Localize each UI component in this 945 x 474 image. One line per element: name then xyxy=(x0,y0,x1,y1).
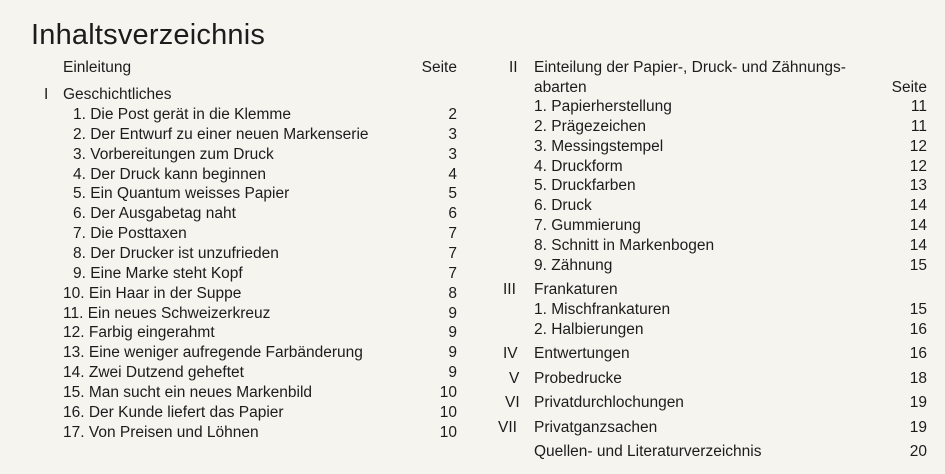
toc-entry-label: 9. Eine Marke steht Kopf xyxy=(73,264,243,282)
page-number: 12 xyxy=(909,157,927,175)
toc-entry-row[interactable] xyxy=(0,256,945,276)
toc-entry-label: 4. Der Druck kann beginnen xyxy=(73,165,267,183)
toc-entry-label: 2. Prägezeichen xyxy=(534,117,647,135)
toc-entry-label: 15. Man sucht ein neues Markenbild xyxy=(63,383,313,401)
toc-section-row[interactable] xyxy=(0,393,945,413)
toc-intro-label: Einleitung xyxy=(63,59,132,76)
toc-entry-label: 10. Ein Haar in der Suppe xyxy=(63,284,242,302)
section-roman-numeral: I xyxy=(44,86,49,103)
page-number: 7 xyxy=(448,244,457,262)
page-number: 19 xyxy=(909,418,927,436)
page-number: 9 xyxy=(448,344,457,362)
page-number: 20 xyxy=(909,443,927,460)
toc-entry-label: 1. Papierherstellung xyxy=(534,98,672,115)
page-number: 7 xyxy=(448,264,457,282)
toc-entry-label: 6. Der Ausgabetag naht xyxy=(73,205,236,223)
page-number: 10 xyxy=(439,383,457,401)
toc-section-heading[interactable] xyxy=(0,280,945,300)
page-number: 5 xyxy=(448,185,457,203)
page-number: 9 xyxy=(448,324,457,342)
page-number: 19 xyxy=(909,394,927,411)
page-number: 13 xyxy=(909,177,927,195)
toc-entry-label: 17. Von Preisen und Löhnen xyxy=(63,423,259,441)
toc-entry-label: 6. Druck xyxy=(534,197,592,215)
section-title: Frankaturen xyxy=(534,281,618,298)
page-number: 11 xyxy=(910,117,927,135)
page-title: Inhaltsverzeichnis xyxy=(31,19,266,51)
page-number: 12 xyxy=(909,137,927,155)
toc-entry-label: 3. Vorbereitungen zum Druck xyxy=(73,145,274,163)
toc-entry-label: 1. Die Post gerät in die Klemme xyxy=(73,106,291,123)
page-number: 7 xyxy=(448,225,457,243)
toc-entry-label: 7. Gummierung xyxy=(534,217,641,235)
page-number: 16 xyxy=(909,345,927,362)
toc-entry-row[interactable] xyxy=(0,157,945,177)
page-number: 8 xyxy=(448,284,457,302)
toc-entry-row[interactable] xyxy=(0,236,945,256)
toc-entry-row[interactable] xyxy=(0,97,945,117)
toc-closing-row[interactable] xyxy=(0,442,945,462)
page-number: 14 xyxy=(909,217,927,235)
page-number: 14 xyxy=(909,197,927,215)
toc-entry-label: Privatganzsachen xyxy=(534,418,658,436)
toc-section-heading[interactable] xyxy=(0,58,945,78)
page-number: 15 xyxy=(909,301,927,318)
toc-entry-row[interactable] xyxy=(0,196,945,216)
toc-entry-label: 12. Farbig eingerahmt xyxy=(63,324,215,342)
page-number: 9 xyxy=(448,304,457,322)
toc-entry-row[interactable] xyxy=(0,117,945,137)
page-number: 2 xyxy=(448,106,457,123)
section-roman-numeral: III xyxy=(503,281,516,298)
page-number: 10 xyxy=(439,423,457,441)
page-number: 15 xyxy=(909,256,927,274)
toc-entry-label: 9. Zähnung xyxy=(534,256,613,274)
toc-entry-label: 2. Halbierungen xyxy=(534,321,644,338)
section-roman-numeral: VII xyxy=(498,418,517,436)
toc-entry-label: 16. Der Kunde liefert das Papier xyxy=(63,403,284,421)
page-number: 11 xyxy=(910,98,927,115)
toc-section-row[interactable] xyxy=(0,418,945,438)
toc-entry-label: 13. Eine weniger aufregende Farbänderung xyxy=(63,344,363,362)
toc-entry-row[interactable] xyxy=(0,176,945,196)
page-number: 14 xyxy=(909,236,927,254)
section-roman-numeral: II xyxy=(509,59,518,76)
section-roman-numeral: V xyxy=(509,369,520,387)
section-title-continued: abarten xyxy=(534,79,587,96)
toc-entry-label: 3. Messingstempel xyxy=(534,137,664,155)
toc-entry-label: 14. Zwei Dutzend geheftet xyxy=(63,364,244,382)
toc-entry-label: 4. Druckform xyxy=(534,157,623,175)
toc-entry-label: Entwertungen xyxy=(534,345,630,362)
page-number: 3 xyxy=(448,125,457,143)
seite-header: Seite xyxy=(891,79,927,96)
toc-entry-label: 1. Mischfrankaturen xyxy=(534,301,671,318)
section-roman-numeral: IV xyxy=(503,345,518,362)
seite-header: Seite xyxy=(421,59,457,76)
section-roman-numeral: VI xyxy=(505,394,520,411)
toc-entry-label: 2. Der Entwurf zu einer neuen Markenserie xyxy=(73,125,369,143)
toc-entry-label: 5. Ein Quantum weisses Papier xyxy=(73,185,290,203)
page-number: 3 xyxy=(448,145,457,163)
toc-entry-label: Probedrucke xyxy=(534,369,622,387)
toc-entry-label: Privatdurchlochungen xyxy=(534,394,684,411)
toc-entry-row[interactable] xyxy=(0,137,945,157)
page-number: 16 xyxy=(909,321,927,338)
toc-section-row[interactable] xyxy=(0,344,945,364)
page-number: 6 xyxy=(448,205,457,223)
toc-entry-row[interactable] xyxy=(0,320,945,340)
toc-entry-row[interactable] xyxy=(0,216,945,236)
toc-entry-label: 5. Druckfarben xyxy=(534,177,636,195)
toc-entry-label: 11. Ein neues Schweizerkreuz xyxy=(63,304,271,322)
toc-entry-label: 8. Der Drucker ist unzufrieden xyxy=(73,244,279,262)
page-number: 4 xyxy=(448,165,457,183)
page-number: 10 xyxy=(439,403,457,421)
toc-entry-label: 8. Schnitt in Markenbogen xyxy=(534,236,715,254)
toc-section-row[interactable] xyxy=(0,369,945,389)
toc-entry-row[interactable] xyxy=(0,300,945,320)
toc-entry-label: 7. Die Posttaxen xyxy=(73,225,187,243)
closing-title: Quellen- und Literaturverzeichnis xyxy=(534,443,762,460)
section-title: Einteilung der Papier-, Druck- und Zähnungs- xyxy=(534,59,846,76)
section-title: Geschichtliches xyxy=(63,86,172,103)
page-number: 9 xyxy=(448,364,457,382)
page-number: 18 xyxy=(909,369,927,387)
toc-section-heading-continued[interactable] xyxy=(0,78,945,98)
